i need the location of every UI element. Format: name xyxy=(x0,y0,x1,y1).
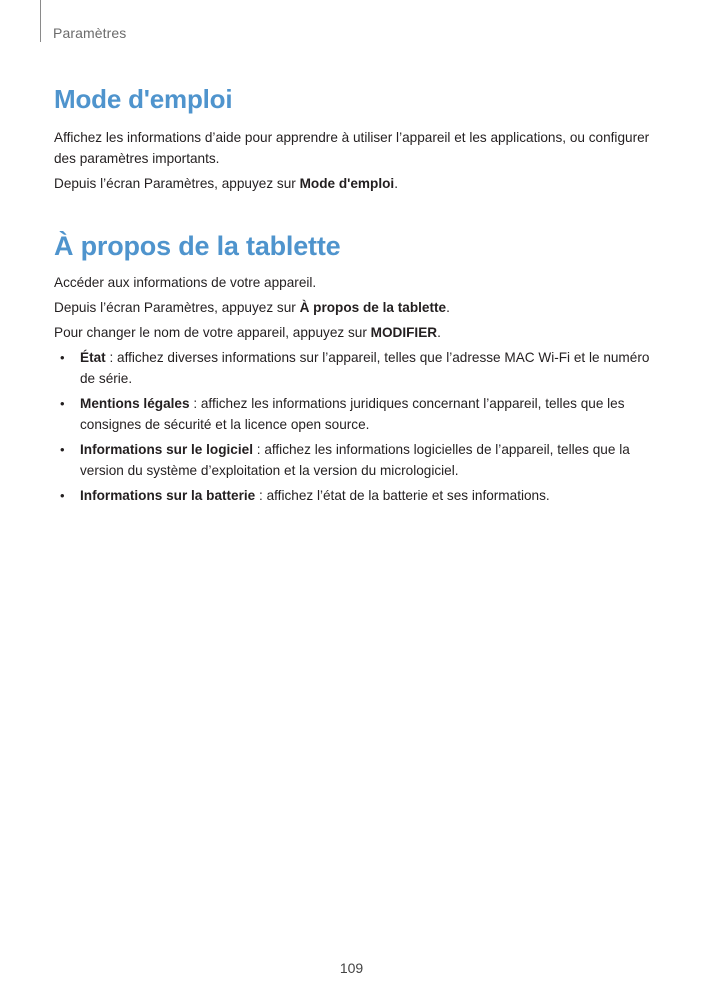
bullet-term: État xyxy=(80,350,106,365)
text: Depuis l’écran Paramètres, appuyez sur xyxy=(54,176,300,191)
list-item xyxy=(54,439,654,481)
section-mode-emploi xyxy=(54,82,654,198)
text: . xyxy=(394,176,398,191)
text: . xyxy=(437,325,441,340)
text: Pour changer le nom de votre appareil, appuyez sur xyxy=(54,325,371,340)
paragraph xyxy=(54,297,654,318)
bullet-text: : affichez les informations juridiques concernant l’appareil, telles que les consignes de sécurité et la licence open source. xyxy=(80,396,625,432)
bold-term: Mode d'emploi xyxy=(299,176,395,191)
paragraph xyxy=(54,173,654,194)
bullet-term: Informations sur la batterie xyxy=(80,488,256,503)
bullet-term: Mentions légales xyxy=(80,396,190,411)
header-rule xyxy=(40,0,41,42)
paragraph: Accéder aux informations de votre appareil. xyxy=(54,275,317,290)
section-title-mode-emploi: Mode d'emploi xyxy=(54,84,233,114)
list-item xyxy=(54,393,654,435)
list-item xyxy=(54,347,654,389)
section-title-a-propos: À propos de la tablette xyxy=(54,231,341,261)
paragraph: Affichez les informations d’aide pour apprendre à utiliser l’appareil et les applications, ou configurer des paramètres importants. xyxy=(54,130,650,166)
bullet-text: : affichez l’état de la batterie et ses informations. xyxy=(255,488,550,503)
text: Depuis l’écran Paramètres, appuyez sur xyxy=(54,300,300,315)
bold-term: À propos de la tablette xyxy=(299,300,447,315)
bullet-text: : affichez les informations logicielles de l’appareil, telles que la version du système d’exploitation et la version du micrologiciel. xyxy=(80,442,630,478)
paragraph xyxy=(54,322,654,343)
bullet-term: Informations sur le logiciel xyxy=(80,442,253,457)
bold-term: MODIFIER xyxy=(370,325,438,340)
bullet-text: : affichez diverses informations sur l’appareil, telles que l’adresse MAC Wi-Fi et le numéro de série. xyxy=(80,350,650,386)
bullet-icon: • xyxy=(60,442,65,457)
list-item xyxy=(54,485,654,506)
bullet-icon: • xyxy=(60,350,65,365)
bullet-icon: • xyxy=(60,396,65,411)
text: . xyxy=(446,300,450,315)
bullet-list xyxy=(54,347,654,506)
section-a-propos xyxy=(54,228,654,510)
bullet-icon: • xyxy=(60,488,65,503)
running-header: Paramètres xyxy=(53,25,127,41)
page-number: 109 xyxy=(339,960,364,976)
